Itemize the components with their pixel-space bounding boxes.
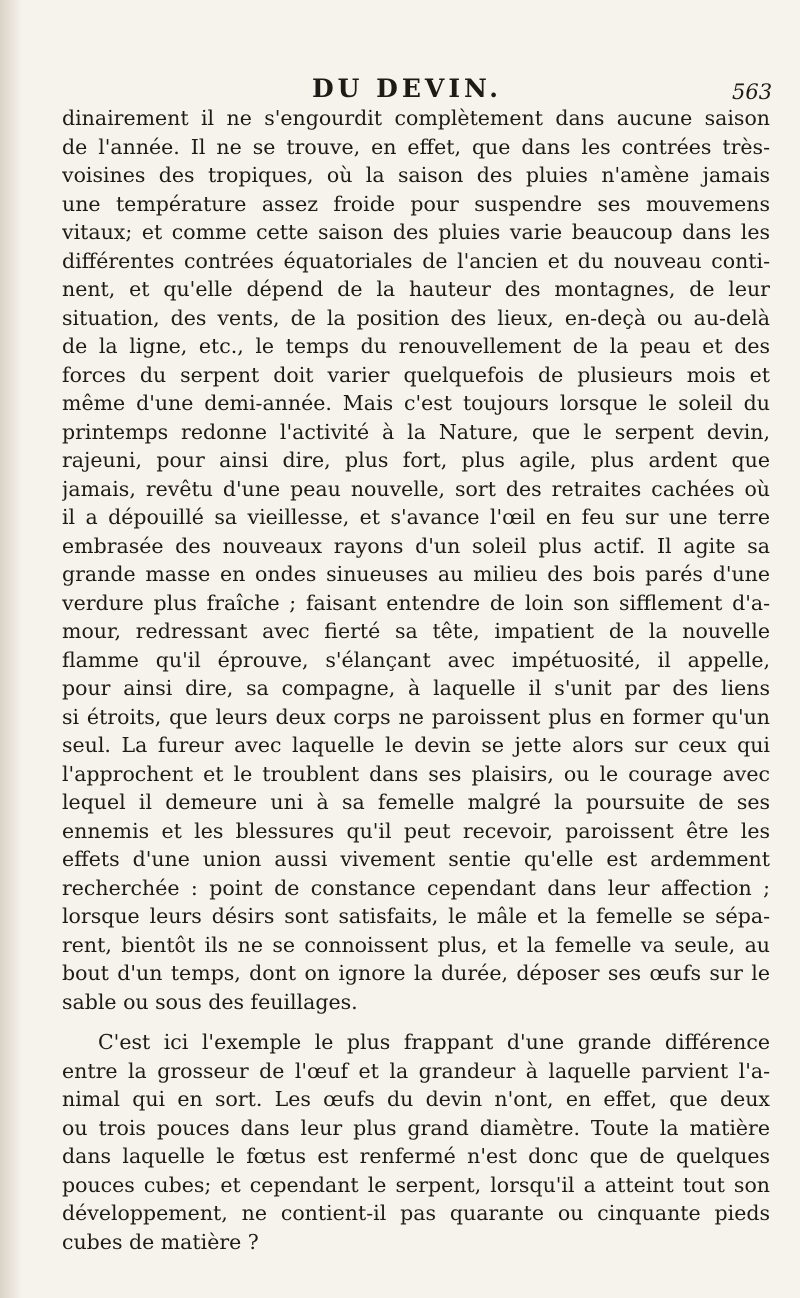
text-line: seul. La fureur avec laquelle le devin se jette alors sur ceux qui <box>62 733 770 757</box>
text-line: dinairement il ne s'engourdit complètement dans aucune saison <box>62 106 770 130</box>
running-head-title: DU DEVIN. <box>312 74 502 103</box>
text-line: effets d'une union aussi vivement sentie qu'elle est ardemment <box>62 847 770 871</box>
text-line: rajeuni, pour ainsi dire, plus fort, plus agile, plus ardent que <box>62 448 770 472</box>
text-line: si étroits, que leurs deux corps ne paroissent plus en former qu'un <box>62 704 770 729</box>
text-line: développement, ne contient-il pas quarante ou cinquante pieds <box>62 1201 770 1225</box>
text-line: de l'année. Il ne se trouve, en effet, que dans les contrées très- <box>62 134 770 159</box>
text-line: verdure plus fraîche ; faisant entendre de loin son sifflement d'a- <box>62 590 770 615</box>
text-line: entre la grosseur de l'œuf et la grandeur à laquelle parvient l'a- <box>62 1058 770 1083</box>
text-line: ou trois pouces dans leur plus grand diamètre. Toute la matière <box>62 1115 770 1140</box>
text-line: nimal qui en sort. Les œufs du devin n'ont, en effet, que deux <box>62 1087 770 1111</box>
text-line: forces du serpent doit varier quelquefois de plusieurs mois et <box>62 362 770 387</box>
text-line: cubes de matière ? <box>62 1229 259 1254</box>
text-line: mour, redressant avec fierté sa tête, impatient de la nouvelle <box>62 619 770 643</box>
text-line: printemps redonne l'activité à la Nature, que le serpent devin, <box>62 419 770 444</box>
text-line: dans laquelle le fœtus est renfermé n'est donc que de quelques <box>62 1144 770 1168</box>
paragraph-2 <box>62 1028 770 1256</box>
text-line: flamme qu'il éprouve, s'élançant avec impétuosité, il appelle, <box>62 647 770 672</box>
text-line: même d'une demi-année. Mais c'est toujours lorsque le soleil du <box>62 391 770 415</box>
text-line: l'approchent et le troublent dans ses plaisirs, ou le courage avec <box>62 761 770 786</box>
text-line: jamais, revêtu d'une peau nouvelle, sort des retraites cachées où <box>62 476 770 501</box>
text-line: une température assez froide pour suspendre ses mouvemens <box>62 191 770 216</box>
text-line: voisines des tropiques, où la saison des pluies n'amène jamais <box>62 163 770 187</box>
text-line: C'est ici l'exemple le plus frappant d'une grande différence <box>98 1030 770 1054</box>
text-line: ennemis et les blessures qu'il peut recevoir, paroissent être les <box>62 818 770 843</box>
running-head <box>0 74 800 106</box>
paragraph-1 <box>62 104 770 1016</box>
text-line: pour ainsi dire, sa compagne, à laquelle il s'unit par des liens <box>62 676 770 700</box>
text-line: vitaux; et comme cette saison des pluies varie beaucoup dans les <box>62 220 770 244</box>
text-line: il a dépouillé sa vieillesse, et s'avance l'œil en feu sur une terre <box>62 505 770 529</box>
binding-shadow <box>0 0 22 1298</box>
text-line: sable ou sous des feuillages. <box>62 989 358 1014</box>
page-number: 563 <box>732 80 773 104</box>
text-line: grande masse en ondes sinueuses au milieu des bois parés d'une <box>62 562 770 586</box>
text-line: bout d'un temps, dont on ignore la durée, déposer ses œufs sur le <box>62 961 770 985</box>
text-line: rent, bientôt ils ne se connoissent plus, et la femelle va seule, au <box>62 932 770 957</box>
text-line: nent, et qu'elle dépend de la hauteur des montagnes, de leur <box>62 277 770 301</box>
text-line: situation, des vents, de la position des lieux, en-deçà ou au-delà <box>62 305 770 330</box>
body-text <box>62 104 770 1256</box>
text-line: pouces cubes; et cependant le serpent, lorsqu'il a atteint tout son <box>62 1172 770 1197</box>
text-line: de la ligne, etc., le temps du renouvellement de la peau et des <box>62 334 770 358</box>
text-line: lorsque leurs désirs sont satisfaits, le mâle et la femelle se sépa- <box>62 904 770 928</box>
text-line: embrasée des nouveaux rayons d'un soleil plus actif. Il agite sa <box>62 533 770 558</box>
text-line: lequel il demeure uni à sa femelle malgré la poursuite de ses <box>62 790 770 814</box>
text-line: différentes contrées équatoriales de l'ancien et du nouveau conti- <box>62 248 770 273</box>
text-line: recherchée : point de constance cependant dans leur affection ; <box>62 875 770 900</box>
paragraph-gap <box>62 1016 770 1028</box>
